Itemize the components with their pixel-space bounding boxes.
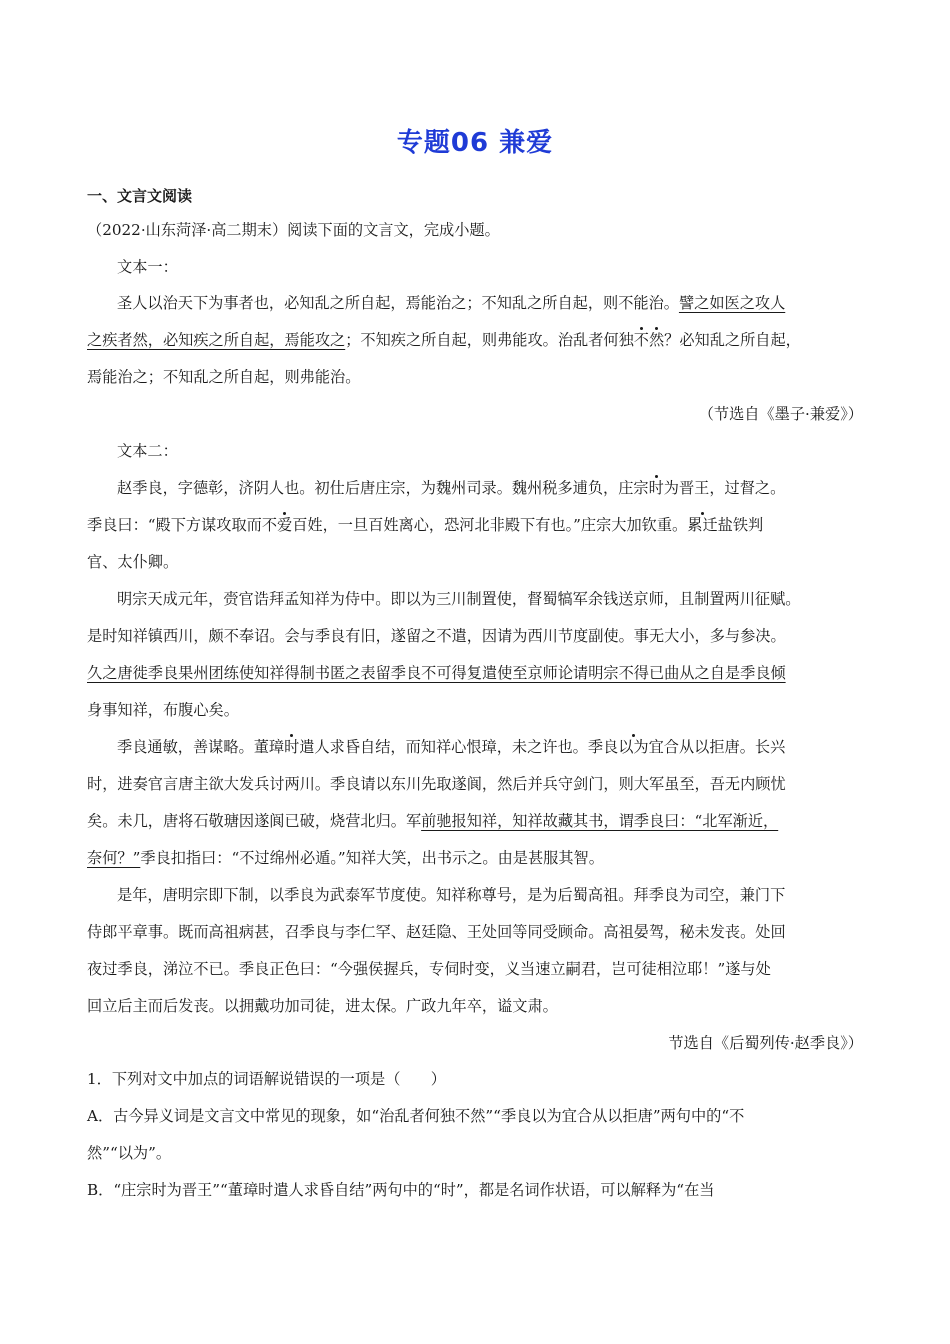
text2-label: 文本二： [117,442,178,460]
dotted-word: 不 [633,331,649,349]
text2-p2-line3 [87,663,863,683]
text2-p3-line1: 季良通敏，善谋略。董璋时遣人求昏自结，而知祥心恨璋，未之许也。季良以为宜合从以拒唐。长兴 [117,738,786,756]
underlined-sentence: 前驰报知祥，知祥故藏其书，谓季良曰：“北军渐近， [421,812,779,830]
text1-line1: 圣人以治天下为事者也，必知乱之所自起，焉能治之；不知乱之所自起，则不能治。譬之如医之攻人 [117,294,786,312]
text1-label: 文本一： [117,258,178,276]
question-1-option-a: A．古今异义词是文言文中常见的现象，如“治乱者何独不然”“季良以为宜合从以拒唐”两句中的“不 [87,1107,745,1125]
underlined-sentence: 久之唐徙季良果州团练使知祥得制书匿之表留季良不可得复遣使至京师论请明宗不得已曲从之自是季良倾 [87,664,786,682]
text2-p2-line2: 是时知祥镇西川，颇不奉诏。会与季良有旧，遂留之不遣，因请为西川节度副使。事无大小，多与参决。 [87,627,786,645]
question-1-stem: 1．下列对文中加点的词语解说错误的一项是（ ） [87,1070,446,1088]
text2-p4-line2: 侍郎平章事。既而高祖病甚，召季良与李仁罕、赵廷隐、王处回等同受顾命。高祖晏驾，秘未发丧。处回 [87,923,786,941]
text1-line3: 焉能治之；不知乱之所自起，则弗能治。 [87,368,361,386]
dotted-word: 时 [284,738,300,756]
question-1-option-a-cont: 然”“以为”。 [87,1144,172,1162]
underlined-sentence: 奈何？” [87,849,141,867]
underlined-sentence: 之疾者然，必知疾之所自起，焉能攻之 [87,331,346,349]
text2-p4-line1: 是年，唐明宗即下制，以季良为武泰军节度使。知祥称尊号，是为后蜀高祖。拜季良为司空，兼门下 [117,886,786,904]
underlined-sentence: 譬之如医之攻人 [678,294,786,312]
text2-p1-line3: 官、太仆卿。 [87,553,179,571]
text2-p3-line2: 时，进奏官言唐主欲大发兵讨两川。季良请以东川先取遂阆，然后并兵守剑门，则大军虽至，吾无内顾忧 [87,775,786,793]
text2-p4-line3: 夜过季良，涕泣不已。季良正色曰：“今强侯握兵，专伺时变，义当速立嗣君，岂可徒相泣耶！”遂与处 [87,960,771,978]
text2-p1-line2: 季良曰：“殿下方谋攻取而不爱百姓，一旦百姓离心，恐河北非殿下有也。”庄宗大加钦重。累迁盐铁判 [87,516,764,534]
dotted-word: 累迁 [687,516,718,534]
section-heading: 一、文言文阅读 [87,187,193,205]
dotted-word: 爱 [277,516,293,534]
text2-p1-line1: 赵季良，字德彰，济阴人也。初仕后唐庄宗，为魏州司录。魏州税多逋负，庄宗时为晋王，过督之。 [117,479,786,497]
text2-p3-line4: 奈何？”季良扣指曰：“不过绵州必遁。”知祥大笑，出书示之。由是甚服其智。 [87,849,604,867]
text1-line2: 之疾者然，必知疾之所自起，焉能攻之；不知疾之所自起，则弗能攻。治乱者何独不然？必知乱之所自起， [87,331,801,349]
dotted-word: 时 [648,479,664,497]
text2-p2-line4: 身事知祥，布腹心矣。 [87,701,239,719]
intro-text: （2022·山东菏泽·高二期末）阅读下面的文言文，完成小题。 [87,221,500,239]
text1-source: （节选自《墨子·兼爱》） [698,405,863,423]
page-title: 专题06 兼爱 [396,128,554,158]
question-1-option-b: B．“庄宗时为晋王”“董璋时遣人求昏自结”两句中的“时”，都是名词作状语，可以解释为“在当 [87,1181,715,1199]
dotted-word: 然 [648,331,665,349]
text2-p3-line3: 矣。未几，唐将石敬瑭因遂阆已破，烧营北归。军前驰报知祥，知祥故藏其书，谓季良曰：“北军渐近， [87,812,779,830]
dotted-word: 以为 [618,738,649,756]
text2-p4-line4: 回立后主而后发丧。以拥戴功加司徒，进太保。广政九年卒，谥文肃。 [87,997,558,1015]
text2-source: 节选自《后蜀列传·赵季良》） [668,1034,863,1052]
text2-p2-line1: 明宗天成元年，赍官诰拜孟知祥为侍中。即以为三川制置使，督蜀犒军余钱送京师，且制置两川征赋。 [117,590,801,608]
